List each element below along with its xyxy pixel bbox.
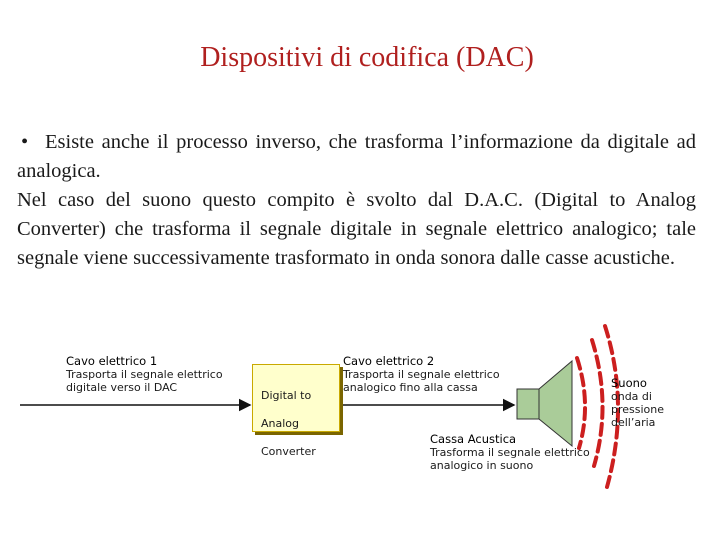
cable-1-title: Cavo elettrico 1	[66, 354, 158, 368]
cable-1-line-2: digitale verso il DAC	[66, 381, 178, 394]
speaker-title: Cassa Acustica	[430, 432, 517, 446]
speaker-line-1: Trasforma il segnale elettrico	[430, 446, 590, 459]
dac-label-line-1: Digital to	[261, 389, 312, 402]
dac-label-line-2: Analog	[261, 417, 300, 430]
slide-title: Dispositivi di codifica (DAC)	[200, 42, 534, 73]
dac-label-line-3: Converter	[261, 445, 316, 458]
sound-title: Suono	[611, 376, 647, 390]
dac-box	[252, 364, 340, 458]
cable-1-label	[66, 355, 223, 394]
sound-label	[611, 377, 664, 429]
sound-line-3: dell’aria	[611, 416, 656, 429]
speaker-line-2: analogico in suono	[430, 459, 534, 472]
sound-line-1: onda di	[611, 390, 652, 403]
cable-2-label	[343, 355, 500, 394]
cable-2-line-2: analogico fino alla cassa	[343, 381, 478, 394]
cable-2-line-1: Trasporta il segnale elettrico	[343, 368, 500, 381]
paragraph-1-text: Esiste anche il processo inverso, che trasforma l’informazione da digitale ad analogica.	[17, 131, 696, 182]
dac-label	[261, 375, 316, 473]
speaker-body	[517, 389, 539, 419]
cable-2-title: Cavo elettrico 2	[343, 354, 435, 368]
speaker-label	[430, 433, 590, 472]
paragraph-2: Nel caso del suono questo compito è svolto dal D.A.C. (Digital to Analog Converter) che trasforma il segnale digitale in segnale elettrico analogico; tale segnale viene successivamente trasformato in onda sonora dalle casse acustiche.	[17, 189, 696, 269]
sound-line-2: pressione	[611, 403, 665, 416]
bullet-icon: •	[21, 131, 29, 153]
cable-1-line-1: Trasporta il segnale elettrico	[66, 368, 223, 381]
